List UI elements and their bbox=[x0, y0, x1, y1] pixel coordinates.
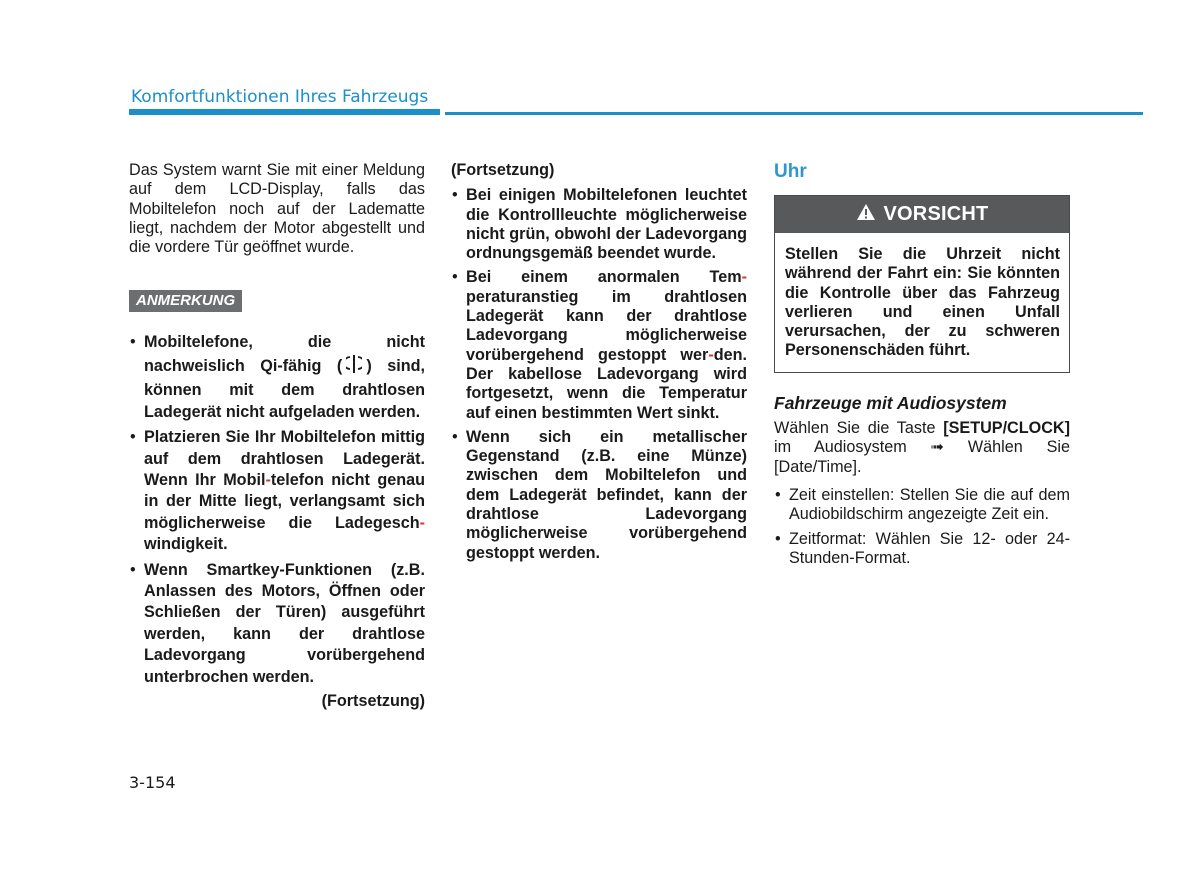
list-item-temperature-a: Bei einem anormalen Tem bbox=[466, 268, 742, 287]
note-item-placement-a: Platzieren Sie Ihr Mobiltelefon mittig auf dem drahtlosen Ladegerät. Wenn Ihr Mobil bbox=[144, 428, 425, 489]
note-item-placement-c: windigkeit. bbox=[144, 535, 228, 554]
note-item-placement-b: telefon nicht genau in der Mitte liegt, verlangsamt sich möglicherweise die Ladegesch bbox=[144, 470, 425, 532]
continued-list bbox=[451, 186, 747, 563]
note-list bbox=[129, 332, 425, 688]
caution-box bbox=[774, 195, 1070, 373]
intro-paragraph: Das System warnt Sie mit einer Meldung auf dem LCD-Display, falls das Mobiltelefon noch auf der Ladematte liegt, nachdem der Motor abgestellt und die vordere Tür geöffnet wurde. bbox=[129, 161, 425, 257]
list-item-temperature-b: peraturanstieg im drahtlosen Ladegerät kann der drahtlose Ladevorgang möglicherweise vorübergehend gestoppt wer bbox=[466, 287, 747, 364]
caution-header bbox=[775, 196, 1069, 233]
note-item-qi-text-a: Mobiltelefone, die nicht nachweislich Qi-fähig ( bbox=[144, 333, 425, 375]
section-title: Komfortfunktionen Ihres Fahrzeugs bbox=[131, 87, 429, 107]
list-item-time-format: • Zeitformat: Wählen Sie 12- oder 24-Stunden-Format. bbox=[774, 530, 1070, 569]
instruction-text-b: im Audiosystem ➟ Wählen Sie [Date/Time]. bbox=[774, 438, 1070, 476]
instruction-text-a: Wählen Sie die Taste bbox=[774, 419, 944, 438]
note-item-smartkey: • Wenn Smartkey-Funktionen (z.B. Anlassen des Motors, Öffnen oder Schließen der Türen) ausgeführt werden, kann der drahtlose Ladevorgang vorübergehend unterbrochen werden. bbox=[129, 560, 425, 688]
list-item-temperature-c: den. Der kabellose Ladevorgang wird fortgesetzt, wenn die Temperatur auf einen bestimmten Wert sinkt. bbox=[466, 345, 747, 422]
header-rule-thick bbox=[129, 109, 440, 115]
list-item-set-time: • Zeit einstellen: Stellen Sie die auf dem Audiobildschirm angezeigte Zeit ein. bbox=[774, 486, 1070, 525]
clock-heading: Uhr bbox=[774, 161, 807, 182]
note-badge: ANMERKUNG bbox=[129, 290, 242, 312]
qi-charging-icon bbox=[346, 354, 362, 380]
setup-clock-key: [SETUP/CLOCK] bbox=[943, 419, 1070, 438]
continued-label: (Fortsetzung) bbox=[321, 691, 425, 710]
instruction-paragraph bbox=[774, 419, 1070, 477]
continued-heading: (Fortsetzung) bbox=[451, 161, 555, 179]
header-rule-thin bbox=[445, 112, 1143, 115]
column-right bbox=[774, 161, 1070, 573]
clock-options-list bbox=[774, 486, 1070, 568]
note-item-qi-text-b: ) sind, können mit dem drahtlosen Ladegerät nicht aufgeladen werden. bbox=[144, 356, 425, 421]
warning-triangle-icon bbox=[856, 203, 884, 225]
list-item-metal-object: • Wenn sich ein metallischer Gegenstand (z.B. eine Münze) zwischen dem Mobiltelefon und dem Ladegerät befindet, kann der drahtlose Ladevorgang möglicherweise vorübergehend gestoppt werden. bbox=[451, 428, 747, 563]
list-item-temperature: • Bei einem anormalen Tem-peraturanstieg im drahtlosen Ladegerät kann der drahtlose Ladevorgang möglicherweise vorübergehend gestoppt wer-den. Der kabellose Ladevorgang wird fortgesetzt, wenn die Temperatur auf einen bestimmten Wert sinkt. bbox=[451, 268, 747, 422]
audio-subheading: Fahrzeuge mit Audiosystem bbox=[774, 392, 1007, 413]
caution-label: VORSICHT bbox=[883, 202, 989, 225]
caution-text: Stellen Sie die Uhrzeit nicht während der Fahrt ein: Sie könnten die Kontrolle über das Fahrzeug verlieren und einen Unfall verursachen, der zu schweren Personenschäden führt. bbox=[785, 245, 1060, 360]
note-item-placement: • Platzieren Sie Ihr Mobiltelefon mittig auf dem drahtlosen Ladegerät. Wenn Ihr Mobil-telefon nicht genau in der Mitte liegt, verlangsamt sich möglicherweise die Ladegesch-windigkeit. bbox=[129, 427, 425, 555]
column-middle bbox=[451, 161, 747, 568]
list-item-indicator: • Bei einigen Mobiltelefonen leuchtet die Kontrollleuchte möglicherweise nicht grün, obwohl der Ladevorgang ordnungsgemäß beendet wurde. bbox=[451, 186, 747, 263]
column-left bbox=[129, 161, 425, 711]
page-number: 3-154 bbox=[129, 773, 176, 792]
note-item-qi bbox=[129, 332, 425, 423]
